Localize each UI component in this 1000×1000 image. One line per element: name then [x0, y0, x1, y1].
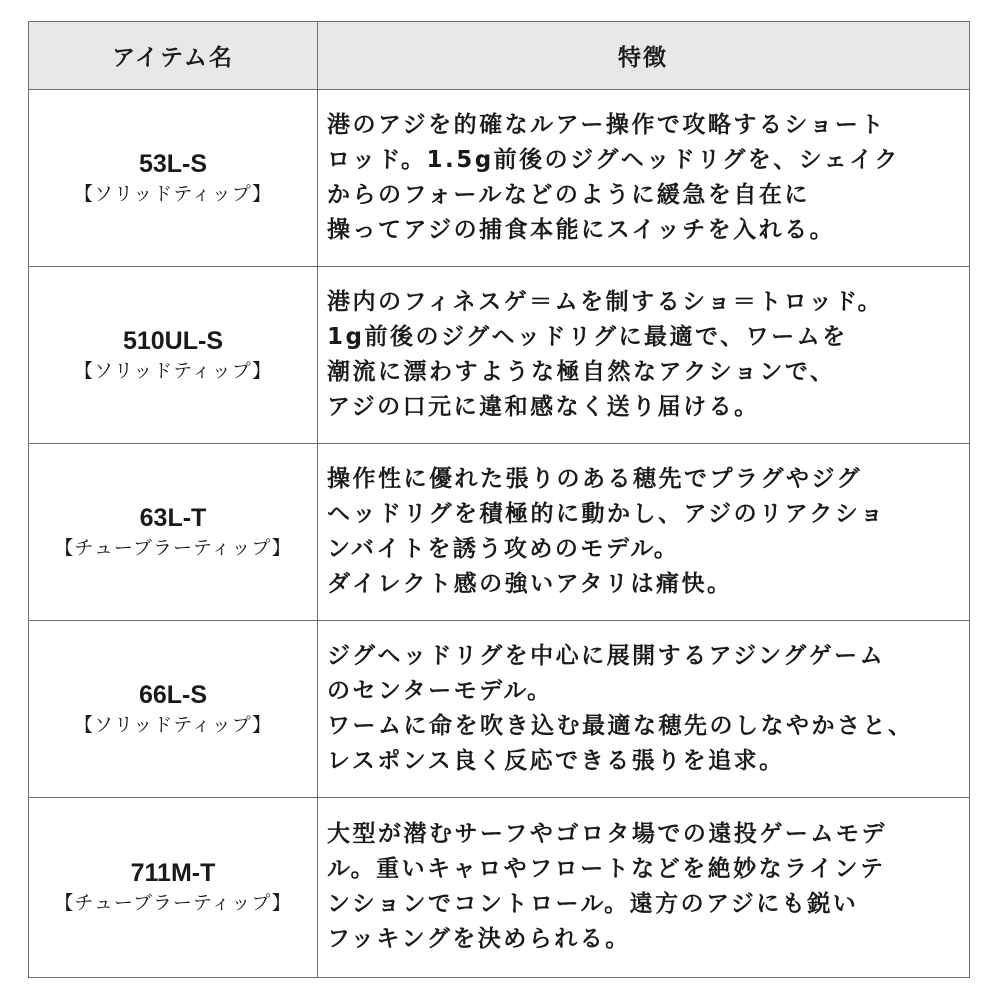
table-row — [29, 90, 969, 267]
table-row — [29, 444, 969, 621]
table-row — [29, 798, 969, 975]
feature-line: ンションでコントロール。遠方のアジにも鋭い — [327, 890, 859, 917]
header-features: 特徴 — [618, 45, 668, 71]
table-row — [29, 267, 969, 444]
rod-spec-table — [28, 21, 970, 978]
feature-line: ル。重いキャロやフロートなどを絶妙なラインテ — [327, 855, 886, 882]
model-name: 711M-T — [130, 858, 216, 887]
feature-line: 港内のフィネスゲ＝ムを制するショ＝トロッド。 — [327, 289, 884, 315]
feature-line: ンバイトを誘う攻めのモデル。 — [327, 536, 680, 562]
feature-line: 1g前後のジグヘッドリグに最適で、ワームを — [327, 324, 848, 350]
feature-line: アジの口元に違和感なく送り届ける。 — [327, 394, 760, 420]
feature-line: フッキングを決められる。 — [327, 925, 631, 952]
table-header — [29, 22, 969, 90]
item-name-cell — [29, 90, 317, 266]
tip-type: 【チューブラーティップ】 — [54, 537, 292, 559]
feature-cell — [327, 621, 963, 797]
feature-line: ジグヘッドリグを中心に展開するアジングゲーム — [327, 643, 886, 669]
feature-line: 操ってアジの捕食本能にスイッチを入れる。 — [327, 217, 836, 243]
item-name-cell — [29, 444, 317, 620]
tip-type: 【ソリッドティップ】 — [74, 360, 272, 382]
header-item-name: アイテム名 — [112, 45, 234, 71]
feature-line: レスポンス良く反応できる張りを追求。 — [327, 748, 785, 774]
feature-line: のセンターモデル。 — [327, 678, 553, 704]
feature-line: ダイレクト感の強いアタリは痛快。 — [327, 571, 733, 597]
tip-type: 【ソリッドティップ】 — [74, 714, 272, 736]
model-name: 510UL-S — [122, 327, 224, 355]
table-row — [29, 621, 969, 798]
feature-line: 操作性に優れた張りのある穂先でプラグやジグ — [327, 466, 863, 492]
model-name: 66L-S — [138, 681, 208, 709]
feature-line: 大型が潜むサーフやゴロタ場での遠投ゲームモデ — [327, 820, 887, 847]
feature-cell — [327, 444, 963, 620]
model-name: 63L-T — [139, 504, 207, 532]
feature-line: 港のアジを的確なルアー操作で攻略するショート — [327, 112, 886, 138]
feature-line: ロッド。1.5g前後のジグヘッドリグを、シェイク — [327, 147, 900, 173]
feature-cell — [327, 798, 963, 975]
item-name-cell — [29, 267, 317, 443]
model-name: 53L-S — [138, 150, 208, 178]
feature-line: 潮流に漂わすような極自然なアクションで、 — [327, 359, 836, 385]
tip-type: 【ソリッドティップ】 — [74, 183, 272, 205]
item-name-cell — [29, 798, 317, 975]
feature-line: からのフォールなどのように緩急を自在に — [327, 182, 810, 208]
feature-line: ワームに命を吹き込む最適な穂先のしなやかさと、 — [327, 713, 914, 739]
item-name-cell — [29, 621, 317, 797]
tip-type: 【チューブラーティップ】 — [54, 891, 292, 914]
feature-cell — [327, 267, 963, 443]
feature-cell — [327, 90, 963, 266]
feature-line: ヘッドリグを積極的に動かし、アジのリアクショ — [327, 501, 886, 527]
